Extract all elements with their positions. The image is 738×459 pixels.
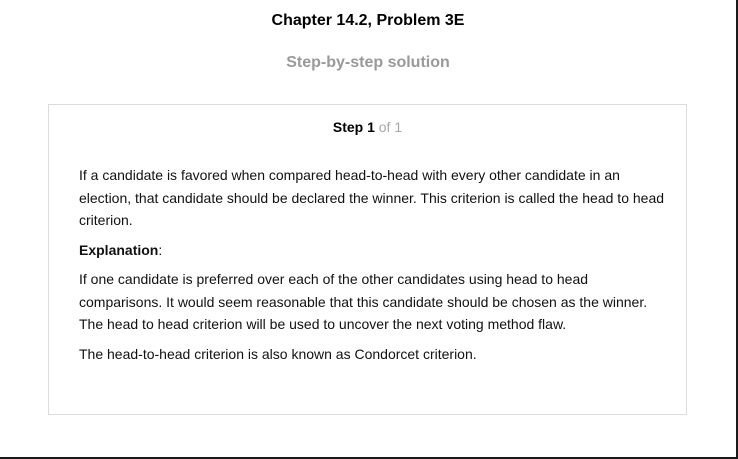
step-indicator [49,119,686,135]
explanation-colon: : [158,241,163,258]
step-count: of 1 [378,119,403,135]
condorcet-paragraph: The head-to-head criterion is also known as Condorcet criterion. [79,345,477,362]
solution-step-card [48,104,687,415]
explanation-heading [79,239,669,262]
page-subtitle: Step-by-step solution [286,54,450,71]
explanation-paragraph: If one candidate is preferred over each of the other candidates using head to head comparisons. It would seem reasonable that this candidate should be chosen as the winner. The head to head criterion will be used to uncover the next voting method flaw. [79,271,648,332]
step-label: Step 1 [332,119,375,135]
step-content [79,164,669,372]
explanation-label: Explanation [79,241,159,258]
definition-paragraph: If a candidate is favored when compared head-to-head with every other candidate in an election, that candidate should be declared the winner. This criterion is called the head to head criterion. [79,167,665,228]
page-title: Chapter 14.2, Problem 3E [271,12,465,29]
